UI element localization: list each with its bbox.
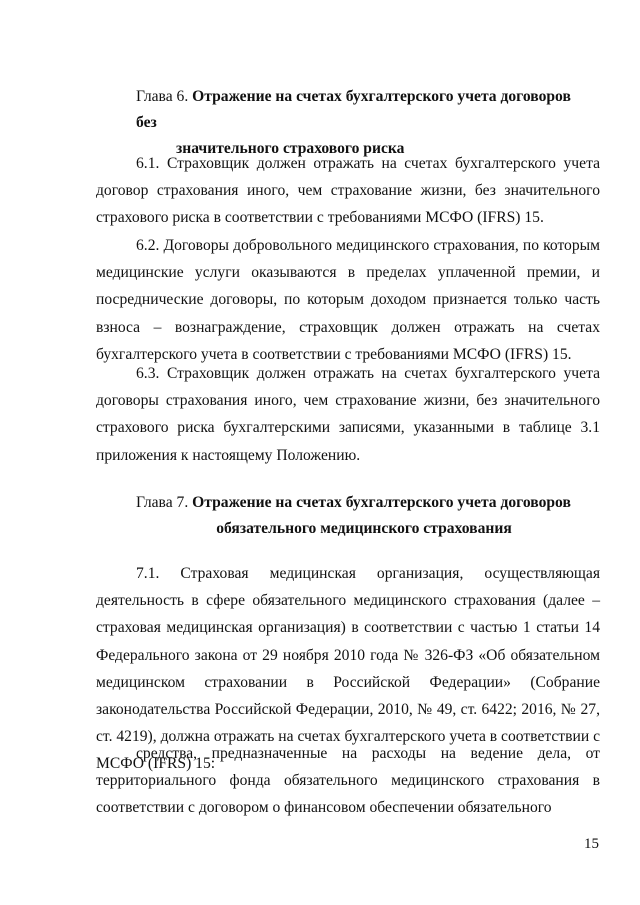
paragraph-6-1: 6.1. Страховщик должен отражать на счетах бухгалтерского учета договор страхования иного, чем страхование жизни, без значительного страхового риска в соответствии с требованиями МСФО (IFRS) 15. <box>96 155 600 227</box>
page-number: 15 <box>584 836 599 852</box>
chapter-6-title-line2: значительного страхового риска <box>176 140 405 157</box>
paragraph-6-3: 6.3. Страховщик должен отражать на счетах бухгалтерского учета договоры страхования иного, чем страхование жизни, без значительного страхового риска бухгалтерскими записями, указанными в таблице 3.1 приложения к настоящему Положению. <box>96 365 600 464</box>
chapter-7-label: Глава 7. <box>136 494 189 511</box>
chapter-6-title-line1: Отражение на счетах бухгалтерского учета договоров без <box>136 88 571 131</box>
paragraph-7-1-funds: средства, предназначенные на расходы на ведение дела, от территориального фонда обязательного медицинского страхования в соответствии с договором о финансовом обеспечении обязательного <box>96 745 600 817</box>
chapter-7-heading <box>136 490 592 542</box>
paragraph-6-2: 6.2. Договоры добровольного медицинского страхования, по которым медицинские услуги оказываются в пределах уплаченной премии, и посреднические договоры, по которым доходом признается только часть взноса – вознаграждение, страховщик должен отражать на счетах бухгалтерского учета в соответствии с требованиями МСФО (IFRS) 15. <box>96 237 600 363</box>
chapter-7-title-line1: Отражение на счетах бухгалтерского учета договоров <box>192 494 571 511</box>
chapter-7-title-line2: обязательного медицинского страхования <box>216 520 512 537</box>
chapter-6-label: Глава 6. <box>136 88 189 105</box>
paragraph-7-1: 7.1. Страховая медицинская организация, осуществляющая деятельность в сфере обязательного медицинского страхования (далее – страховая медицинская организация) в соответствии с частью 1 статьи 14 Федерального закона от 29 ноября 2010 года № 326-ФЗ «Об обязательном медицинском страховании в Российской Федерации» (Собрание законодательства Российской Федерации, 2010, № 49, ст. 6422; 2016, № 27, ст. 4219), должна отражать на счетах бухгалтерского учета в соответствии с МСФО (IFRS) 15: <box>96 565 600 773</box>
